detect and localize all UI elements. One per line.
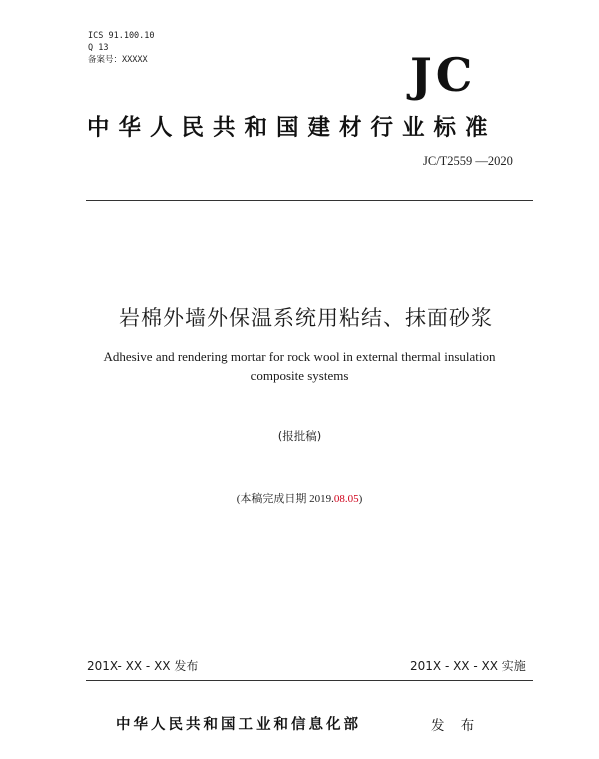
header-divider xyxy=(86,200,533,201)
publisher-name: 中华人民共和国工业和信息化部 xyxy=(116,717,361,733)
completion-date-highlight: 08.05 xyxy=(333,493,359,505)
document-title-zh: 岩棉外墙外保温系统用粘结、抹面砂浆 xyxy=(119,306,493,330)
title-en-line-2: composite systems xyxy=(250,368,349,383)
footer-divider xyxy=(86,680,533,681)
jc-logo: JC xyxy=(410,48,477,102)
document-title-en xyxy=(0,347,599,385)
standard-type-heading: 中华人民共和国建材行业标准 xyxy=(87,115,497,141)
title-en-line-1: Adhesive and rendering mortar for rock wool in external thermal insulation xyxy=(103,349,496,364)
completion-date xyxy=(0,490,599,506)
filing-number: 备案号：XXXXX xyxy=(88,55,148,65)
publish-label: 发 布 xyxy=(431,718,481,734)
ccs-code: Q 13 xyxy=(88,43,109,53)
ics-code: ICS 91.100.10 xyxy=(88,31,155,41)
draft-note: (报批稿) xyxy=(277,429,322,443)
issue-date: 201X- XX - XX 发布 xyxy=(87,659,199,673)
standard-number: JC/T2559 —2020 xyxy=(423,154,513,168)
completion-suffix: ) xyxy=(358,493,363,505)
implementation-date: 201X - XX - XX 实施 xyxy=(410,659,526,673)
completion-prefix: (本稿完成日期 2019. xyxy=(236,493,334,505)
